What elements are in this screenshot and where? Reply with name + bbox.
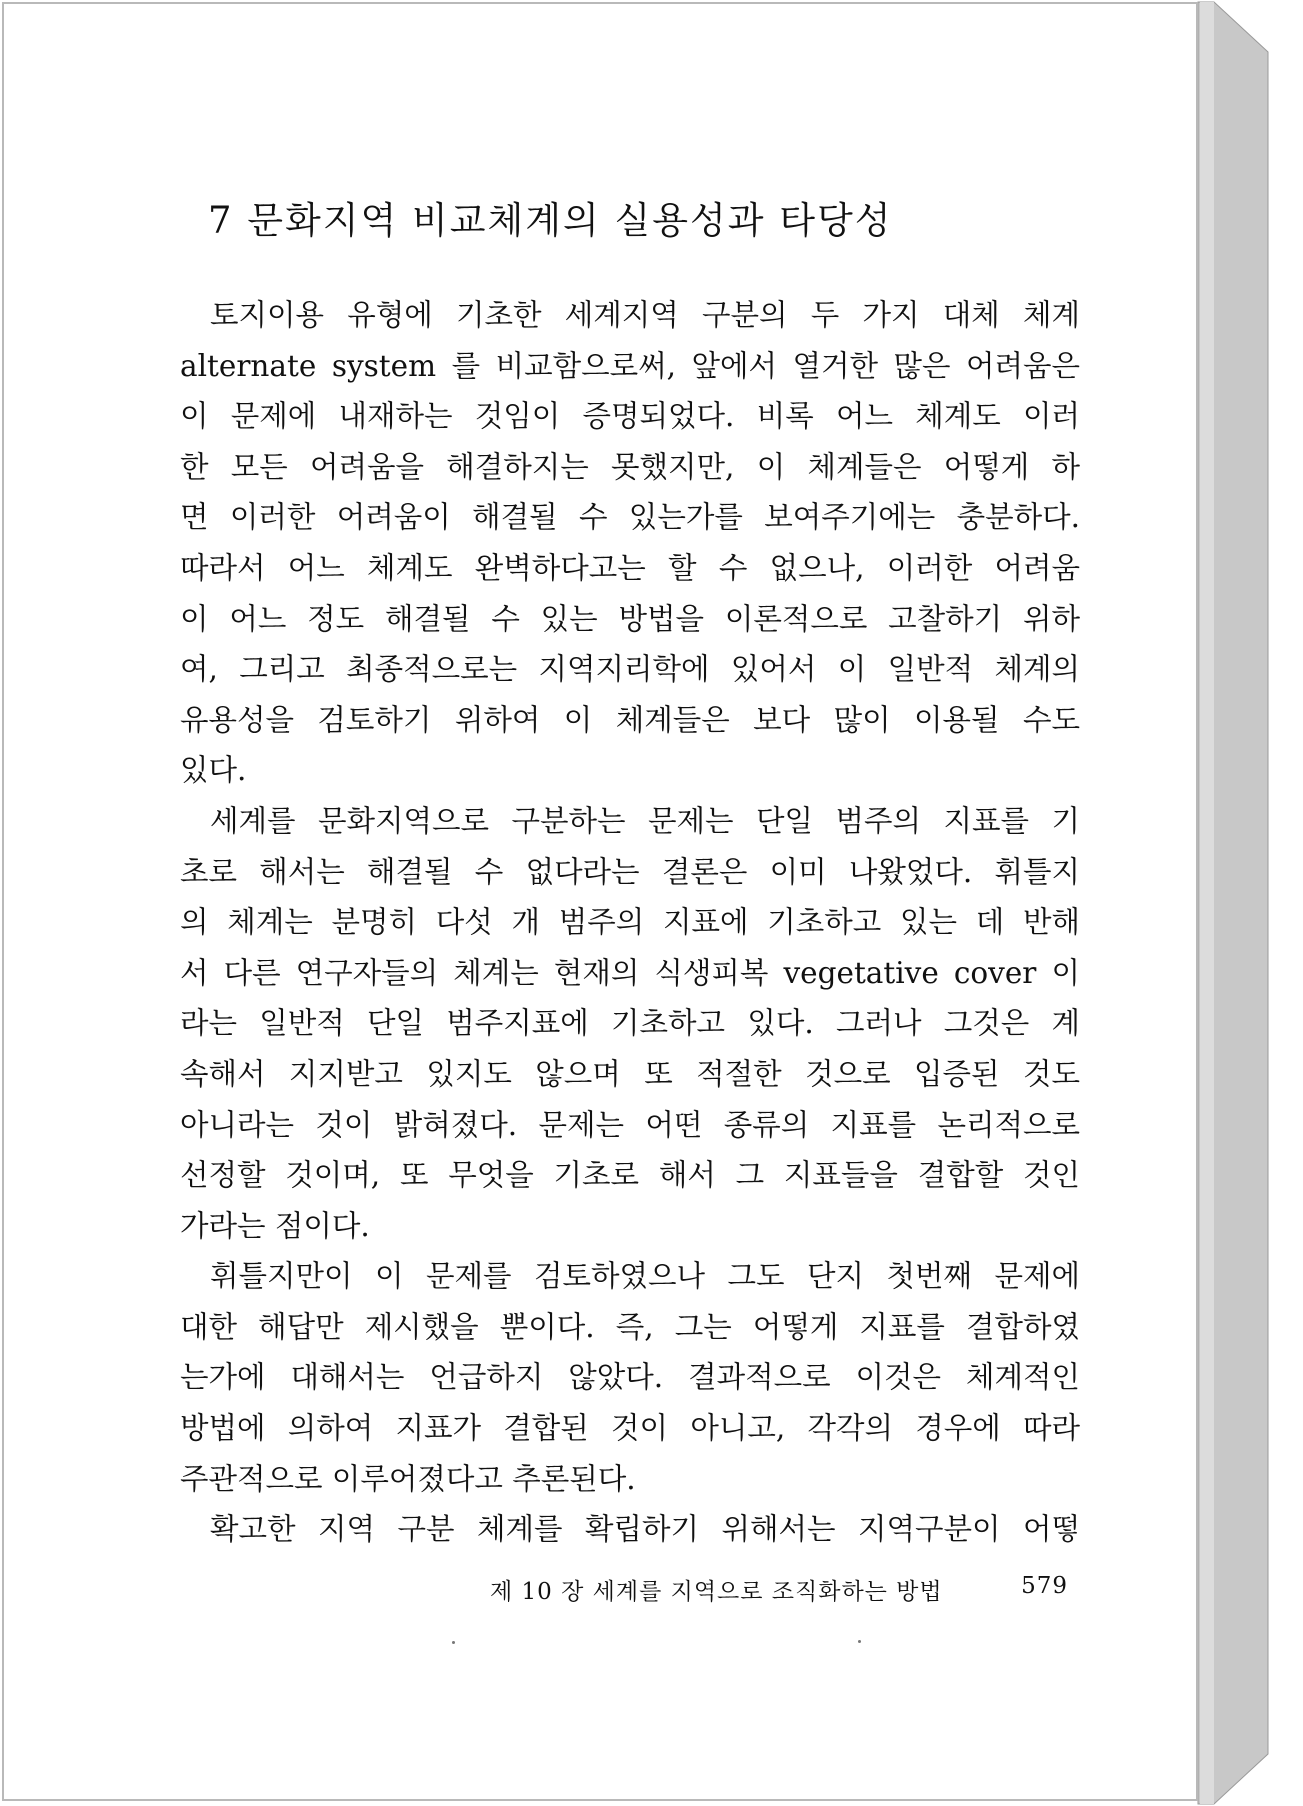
text-line: 세계를 문화지역으로 구분하는 문제는 단일 범주의 지표를 기	[210, 803, 1080, 838]
text-line: 라는 일반적 단일 범주지표에 기초하고 있다. 그러나 그것은 계	[180, 1006, 1080, 1041]
text-line: 확고한 지역 구분 체계를 확립하기 위해서는 지역구분이 어떻	[210, 1512, 1080, 1547]
text-line: 서 다른 연구자들의 체계는 현재의 식생피복 vegetative cover 이	[180, 955, 1080, 990]
scan-speck	[858, 1640, 861, 1643]
body-text	[180, 290, 1080, 1555]
page-footer	[490, 1573, 1068, 1606]
text-line: 유용성을 검토하기 위하여 이 체계들은 보다 많이 이용될 수도	[180, 702, 1080, 737]
text-line: 는가에 대해서는 언급하지 않았다. 결과적으로 이것은 체계적인	[180, 1360, 1080, 1395]
text-line: 여, 그리고 최종적으로는 지역지리학에 있어서 이 일반적 체계의	[180, 652, 1080, 687]
text-line: 방법에 의하여 지표가 결합된 것이 아니고, 각각의 경우에 따라	[180, 1411, 1080, 1446]
section-heading: 7 문화지역 비교체계의 실용성과 타당성	[208, 199, 893, 242]
text-line: 한 모든 어려움을 해결하지는 못했지만, 이 체계들은 어떻게 하	[180, 449, 1080, 484]
text-line: 가라는 점이다.	[180, 1208, 370, 1243]
text-line: 이 문제에 내재하는 것임이 증명되었다. 비록 어느 체계도 이러	[180, 399, 1080, 434]
text-line: 토지이용 유형에 기초한 세계지역 구분의 두 가지 대체 체계	[210, 298, 1080, 332]
text-line: 면 이러한 어려움이 해결될 수 있는가를 보여주기에는 충분하다.	[180, 500, 1080, 535]
text-line: 대한 해답만 제시했을 뿐이다. 즉, 그는 어떻게 지표를 결합하였	[180, 1309, 1080, 1344]
text-line: 주관적으로 이루어졌다고 추론된다.	[180, 1461, 636, 1496]
text-line: 초로 해서는 해결될 수 없다라는 결론은 이미 나왔었다. 휘틀지	[180, 854, 1080, 889]
scan-speck	[452, 1641, 455, 1644]
page-number: 579	[1021, 1573, 1068, 1599]
text-line: 의 체계는 분명히 다섯 개 범주의 지표에 기초하고 있는 데 반해	[180, 905, 1080, 940]
text-line: 속해서 지지받고 있지도 않으며 또 적절한 것으로 입증된 것도	[180, 1056, 1080, 1091]
text-line: 이 어느 정도 해결될 수 있는 방법을 이론적으로 고찰하기 위하	[180, 601, 1080, 636]
text-line: 있다.	[180, 753, 247, 788]
book-side-shade	[1200, 2, 1214, 1804]
text-line: 선정할 것이며, 또 무엇을 기초로 해서 그 지표들을 결합할 것인	[180, 1158, 1080, 1193]
text-line: alternate system 를 비교함으로써, 앞에서 열거한 많은 어려움은	[180, 348, 1080, 383]
text-line: 아니라는 것이 밝혀졌다. 문제는 어떤 종류의 지표를 논리적으로	[180, 1107, 1080, 1142]
text-line: 따라서 어느 체계도 완벽하다고는 할 수 없으나, 이러한 어려움	[180, 550, 1080, 585]
running-footer-chapter: 제 10 장 세계를 지역으로 조직화하는 방법	[490, 1579, 943, 1605]
text-line: 휘틀지만이 이 문제를 검토하였으나 그도 단지 첫번째 문제에	[210, 1259, 1080, 1294]
